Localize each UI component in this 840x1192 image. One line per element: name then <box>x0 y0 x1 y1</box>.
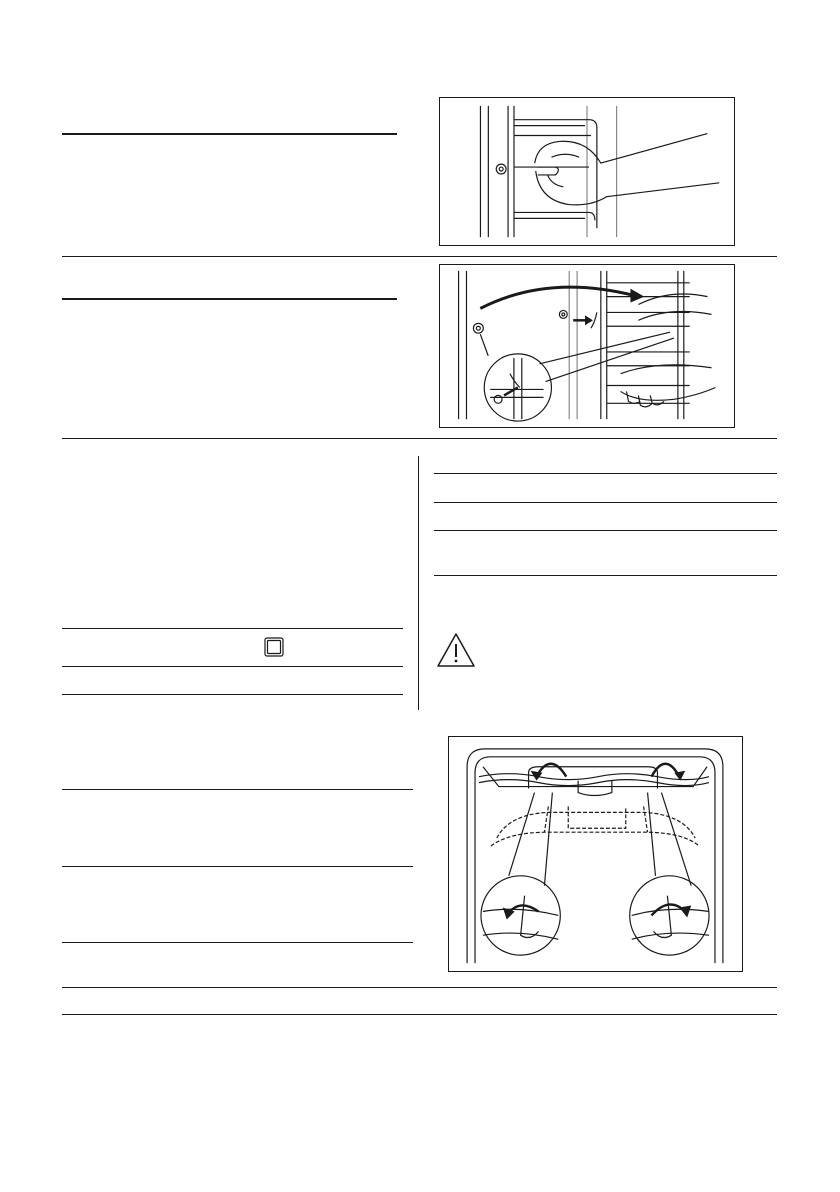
section-2-bottom-rule <box>62 438 777 439</box>
section-1-bottom-rule <box>62 256 777 257</box>
left-col-rule-1 <box>62 628 403 629</box>
shelf-support-removal-illustration-icon <box>440 98 734 245</box>
section-4-bottom-rule <box>62 987 777 988</box>
figure-grill-heating-element <box>448 736 743 972</box>
figure-shelf-support-install <box>439 264 735 428</box>
section-4-rule-1 <box>62 789 413 790</box>
section-2-underline <box>62 298 397 300</box>
oven-light-icon <box>264 637 284 657</box>
left-col-rule-3 <box>62 694 403 695</box>
grill-heating-element-illustration-icon <box>449 737 742 971</box>
figure-shelf-support-removal <box>439 97 735 246</box>
column-divider <box>418 456 419 710</box>
right-col-rule-2 <box>434 502 777 503</box>
right-col-rule-3 <box>434 530 777 531</box>
warning-triangle-icon <box>436 632 476 668</box>
shelf-support-install-illustration-icon <box>440 265 734 427</box>
right-col-rule-4 <box>434 575 777 576</box>
right-col-rule-1 <box>434 473 777 474</box>
section-4-rule-2 <box>62 866 413 867</box>
page-bottom-rule <box>62 1014 777 1015</box>
left-col-rule-2 <box>62 666 403 667</box>
section-1-underline <box>62 133 397 135</box>
section-4-rule-3 <box>62 942 413 943</box>
